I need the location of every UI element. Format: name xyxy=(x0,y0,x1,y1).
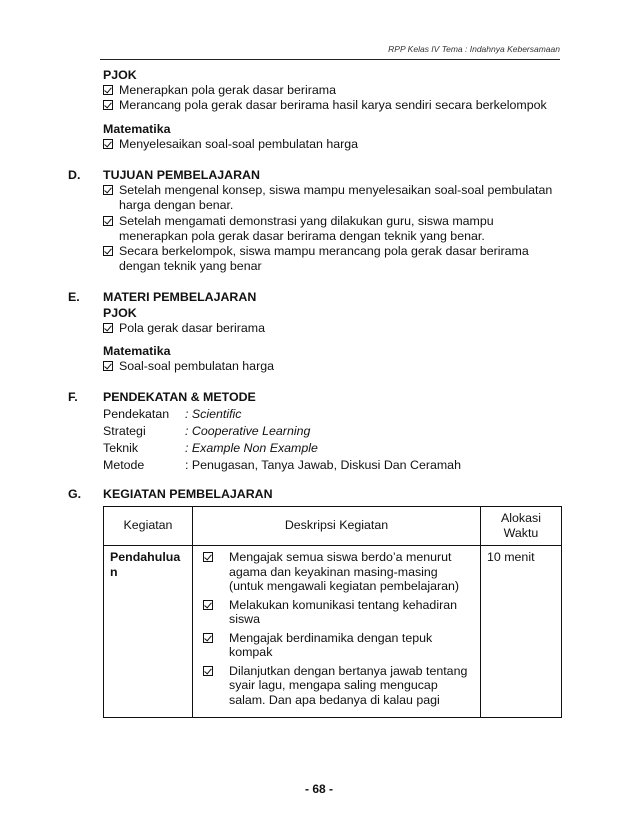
indikator-pjok-title: PJOK xyxy=(103,68,137,82)
kegiatan-table xyxy=(103,506,562,718)
alokasi-cell: 10 menit xyxy=(481,546,562,718)
checkbox-icon xyxy=(103,139,113,149)
checkbox-icon xyxy=(103,361,113,371)
list-item: Dilanjutkan dengan bertanya jawab tentang syair lagu, mengapa saling mengucap salam. Dan apa bedanya di kalau pagi xyxy=(203,664,474,708)
table-header-row xyxy=(104,506,562,545)
section-e-heading: E. MATERI PEMBELAJARAN xyxy=(68,290,257,305)
list-item: Mengajak semua siswa berdo’a menurut agama dan keyakinan masing-masing (untuk mengawali kegiatan pembelajaran) xyxy=(203,550,474,594)
checkbox-icon xyxy=(103,216,113,226)
deskripsi-cell xyxy=(193,546,481,718)
list-item: Setelah mengamati demonstrasi yang dilakukan guru, siswa mampu menerapkan pola gerak dasar berirama dengan teknik yang benar. xyxy=(103,214,562,244)
materi-pjok-title: PJOK xyxy=(103,305,137,320)
checkbox-icon xyxy=(103,246,113,256)
checkbox-icon xyxy=(103,323,113,333)
method-row: Strategi : Cooperative Learning xyxy=(103,423,311,438)
materi-mtk-title: Matematika xyxy=(103,344,171,359)
kegiatan-cell: Pendahulua n xyxy=(104,546,193,718)
section-e-list xyxy=(103,306,562,375)
list-item: Menerapkan pola gerak dasar berirama xyxy=(103,83,562,98)
list-item: Secara berkelompok, siswa mampu merancang pola gerak dasar berirama dengan teknik yang benar xyxy=(103,244,562,274)
checkbox-icon xyxy=(103,100,113,110)
checkbox-icon xyxy=(203,633,213,643)
list-item: Menyelesaikan soal-soal pembulatan harga xyxy=(103,137,562,152)
checkbox-icon xyxy=(103,185,113,195)
method-row: Pendekatan : Scientific xyxy=(103,406,242,421)
header-divider xyxy=(100,59,560,60)
checkbox-icon xyxy=(203,600,213,610)
document-body xyxy=(68,68,562,718)
section-d-list xyxy=(103,183,562,274)
column-header-kegiatan: Kegiatan xyxy=(104,506,193,545)
list-item: Melakukan komunikasi tentang kehadiran siswa xyxy=(203,598,474,627)
method-row: Teknik : Example Non Example xyxy=(103,440,318,455)
section-d-heading: D. TUJUAN PEMBELAJARAN xyxy=(68,168,260,183)
checkbox-icon xyxy=(103,85,113,95)
section-g-heading: G. KEGIATAN PEMBELAJARAN xyxy=(68,486,273,501)
checkbox-icon xyxy=(203,552,213,562)
indikator-block xyxy=(103,68,562,152)
list-item: Soal-soal pembulatan harga xyxy=(103,359,562,374)
running-header: RPP Kelas IV Tema : Indahnya Kebersamaan xyxy=(388,44,560,54)
page-number: - 68 - xyxy=(304,782,333,796)
section-f-list xyxy=(103,406,562,474)
list-item: Pola gerak dasar berirama xyxy=(103,321,562,336)
table-row xyxy=(104,546,562,718)
column-header-deskripsi: Deskripsi Kegiatan xyxy=(193,506,481,545)
list-item: Setelah mengenal konsep, siswa mampu menyelesaikan soal-soal pembulatan harga dengan benar. xyxy=(103,183,562,213)
list-item: Mengajak berdinamika dengan tepuk kompak xyxy=(203,631,474,660)
checkbox-icon xyxy=(203,666,213,676)
method-row: Metode : Penugasan, Tanya Jawab, Diskusi Dan Ceramah xyxy=(103,457,461,472)
list-item: Merancang pola gerak dasar berirama hasil karya sendiri secara berkelompok xyxy=(103,98,562,113)
indikator-mtk-title: Matematika xyxy=(103,121,171,136)
column-header-alokasi: Alokasi Waktu xyxy=(481,506,562,545)
section-f-heading: F. PENDEKATAN & METODE xyxy=(68,390,256,405)
